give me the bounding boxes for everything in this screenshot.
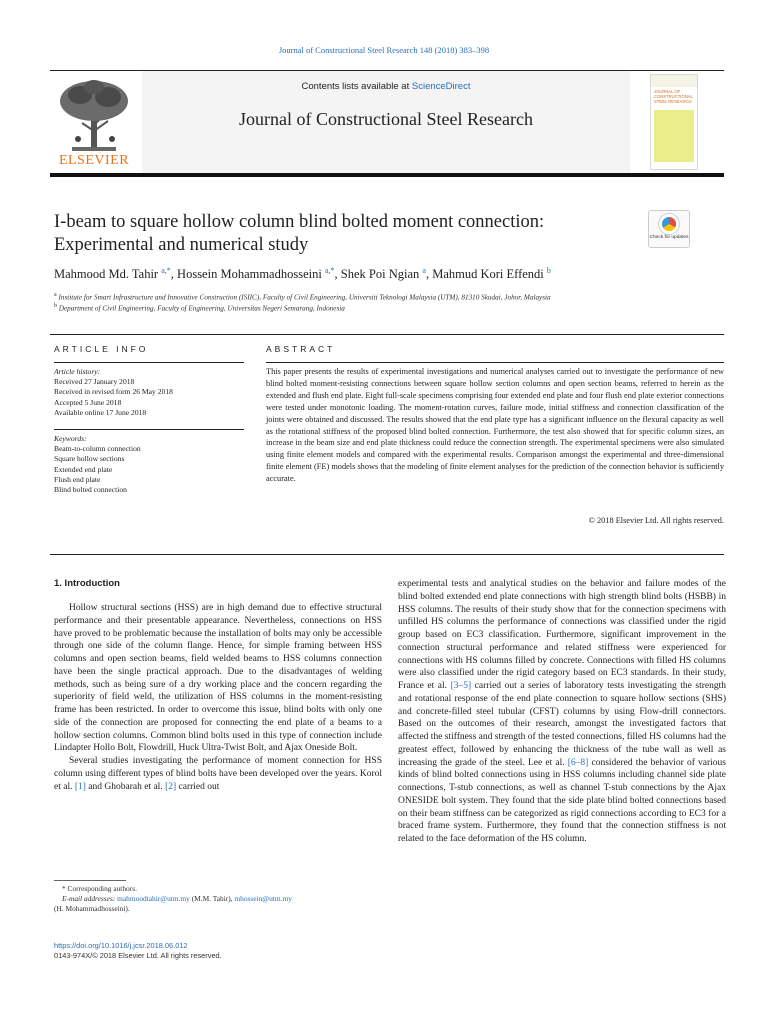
paragraph-text: considered the behavior of various kinds of blind bolted connections using in HSS columns including channel side plate connections, T-stub connections, as well as channel T-stub connections by the Ajax ONESIDE bolt system. They found that the side plate blind bolted connections based on their beam stiffness can be categorized as rigid connections according to EC3 for a braced frame system. Furthermore, they found that the connection stiffness is not related to the face deformation of the HS column. — [398, 757, 726, 844]
email-link[interactable]: mahmoodtahir@utm.my — [117, 894, 190, 903]
journal-header — [50, 70, 724, 174]
affiliation-a — [54, 292, 714, 301]
author-marker[interactable]: a — [422, 266, 426, 275]
footnote-email-owner: (H. Mohammadhosseini). — [54, 904, 130, 913]
body-column-right — [398, 578, 726, 846]
email-link[interactable]: mhossein@utm.my — [234, 894, 292, 903]
journal-title[interactable]: Journal of Constructional Steel Research — [239, 109, 533, 129]
sciencedirect-link[interactable]: ScienceDirect — [411, 81, 471, 92]
intro-paragraph-1: Hollow structural sections (HSS) are in high demand due to effective structural performance and their presentable appearance. Nevertheless, connections on HSS have proved to be problematic because the installation of bolts may only be accessible through one side of the column flange. Hence, for simple framing between HSS columns and open section beams, field welded beams to HSS columns connection have been the single practical approach. Due to the disadvantages of welding methods, such as being sure of a dry working place and the concern regarding the superiority of field weld, the utilization of HSS columns in the moment-resisting frame has been restricted. In order to overcome this issue, blind bolts with only one side of the connection are proposed for connecting the end plate of a beams to a hollow section columns. Common blind bolts used in this type of connection include Lindapter Hollo Bolt, Flowdrill, Huck Ultra-Twist Bolt, and Ajax Oneside Bolt. — [54, 603, 382, 754]
keyword-item: Extended end plate — [54, 464, 113, 474]
keywords-list — [54, 434, 244, 495]
elsevier-wordmark: ELSEVIER — [58, 153, 130, 168]
header-divider — [50, 173, 724, 177]
paragraph-text: experimental tests and analytical studies on the behavior and failure modes of the blind bolted extended end plate connections with high strength blind bolts (HSBB) in HSS columns. The results of their study show that for the connection specimens with unfilled HS columns the performance of connections was classified under the rigid group based on EC3 classification. Furthermore, significant improvement in the connection structural performance and related stiffness were experienced for connections with HS columns filled by concrete. Connections with filled HS columns were also classified under the rigid category based on EC3 standards. In their study, France et al. — [398, 579, 726, 691]
article-info-heading: ARTICLE INFO — [54, 344, 149, 354]
check-updates-label: Check for updates — [649, 235, 689, 240]
history-item: Received in revised form 26 May 2018 — [54, 387, 173, 397]
journal-cover[interactable] — [650, 74, 698, 170]
history-item: Received 27 January 2018 — [54, 377, 135, 387]
reference-link[interactable]: [3–5] — [450, 681, 472, 691]
author-marker[interactable]: a,* — [161, 266, 171, 275]
article-history — [54, 367, 244, 418]
reference-link[interactable]: [6–8] — [567, 757, 589, 768]
affiliation-b — [54, 303, 714, 312]
body-column-left — [54, 592, 382, 793]
history-label: Article history: — [54, 367, 101, 376]
cover-title: JOURNAL OF CONSTRUCTIONAL STEEL RESEARCH — [654, 89, 693, 104]
section-title-introduction: 1. Introduction — [54, 578, 120, 589]
affiliation-divider — [50, 334, 724, 335]
check-updates-icon — [659, 214, 679, 234]
abstract-copyright: © 2018 Elsevier Ltd. All rights reserved. — [588, 516, 724, 525]
email-owner: (M.M. Tahir), — [189, 894, 235, 903]
keyword-item: Flush end plate — [54, 474, 101, 484]
title-line-2: Experimental and numerical study — [54, 235, 309, 255]
journal-citation[interactable]: Journal of Constructional Steel Research 148 (2018) 383–398 — [278, 45, 490, 55]
keywords-label: Keywords: — [54, 434, 87, 443]
footnote-divider — [54, 880, 126, 881]
paragraph-text: and Ghobarah et al. — [85, 781, 166, 792]
abstract-text: This paper presents the results of experimental investigations and numerical analyses carried out to investigate the performance of new blind bolted moment-resisting connections between square hollow section columns and open section beams, referred to herein as the extended and flush end plate. Eight full-scale specimens comprising four extended end plate and four flush end plate exterior connections were tested under monotonic loading. The moment-rotation curves, failure mode, initial stiffness and connection classification of the joints were obtained and discussed. The results showed that the end plate type has a significant influence on the flexural capacity as well as the rotational stiffness of the proposed blind bolted connection. Furthermore, the test also showed that for specific column sizes, an increase in the beam size and end plate thickness could reduce the connection strength. The experimental specimens were also simulated using finite element models and compared with the experimental results. Comparison amongst the experimental and three-dimensional finite element (FE) models shows that the modeling of finite element analyses for the prediction of the connection behavior is sufficiently accurate. — [266, 367, 724, 484]
affiliation-mark: a — [54, 292, 57, 298]
tree-icon — [54, 77, 134, 155]
author-name[interactable]: Mahmood Md. Tahir — [54, 267, 159, 282]
author-name[interactable]: Shek Poi Ngian — [340, 267, 420, 282]
author-name[interactable]: Mahmud Kori Effendi — [432, 267, 544, 282]
reference-link[interactable]: [2] — [165, 781, 177, 792]
author-name[interactable]: Hossein Mohammadhosseini — [177, 267, 322, 282]
reference-link[interactable]: [1] — [74, 781, 86, 792]
affiliation-mark: b — [54, 303, 57, 309]
elsevier-logo — [54, 77, 134, 173]
paper-title — [54, 211, 624, 257]
history-item: Accepted 5 June 2018 — [54, 397, 122, 407]
intro-paragraph-continued — [398, 578, 726, 846]
author-marker[interactable]: b — [546, 266, 551, 275]
affiliation-text: Institute for Smart Infrastructure and Innovative Construction (ISIIC), Faculty of Civil Engineering, Universiti Teknologi Malaysia (UTM), 81310 Skudai, Johor, Malaysia — [58, 293, 551, 302]
abstract-heading: ABSTRACT — [266, 344, 336, 354]
info-divider — [54, 362, 244, 363]
keywords-divider — [54, 429, 244, 430]
paragraph-text: Several studies investigating the performance of moment connection for HSS column using different types of blind bolts have been developed over the years. Korol et al. — [54, 756, 382, 792]
intro-paragraph-2 — [54, 755, 382, 793]
footnote-emails — [54, 894, 384, 904]
paragraph-text: carried out — [176, 781, 220, 792]
contents-line — [142, 81, 630, 92]
header-center — [142, 71, 630, 173]
contents-prefix: Contents lists available at — [301, 81, 412, 92]
history-item: Available online 17 June 2018 — [54, 407, 147, 417]
doi-link[interactable]: https://doi.org/10.1016/j.jcsr.2018.06.012 — [54, 941, 188, 950]
author-list: Mahmood Md. Tahir $^{a,*}$, Hossein Mohammadhosseini $^{a,*}$, Shek Poi Ngian $^a$, Mahmud Kori Effendi $^b$ — [54, 266, 551, 282]
paragraph-text: carried out a series of laboratory tests investigating the strength and rotational response of the end plate connection to square hollow sections (SHS) and concrete-filled steel tubular (CFST) columns by using Flow-drill connectors. Based on the outcomes of their research, amongst the investigated factors that affected the stiffness and strength of the tested connections, filled HS columns had the greatest effect, followed by enhancing the thickness of the tube wall as well as increasing the grade of the steel. Lee et al. — [398, 681, 727, 768]
keyword-item: Beam-to-column connection — [54, 444, 141, 454]
affiliation-text: Department of Civil Engineering, Faculty of Engineering, Universitas Negeri Semarang, Indonesia — [58, 304, 345, 313]
body-divider — [50, 554, 724, 555]
author-marker[interactable]: a,* — [324, 266, 335, 275]
check-for-updates-button[interactable] — [648, 210, 690, 248]
footnote-corresponding: * Corresponding authors. — [62, 884, 137, 893]
title-line-1: I-beam to square hollow column blind bolted moment connection: — [54, 212, 545, 232]
keyword-item: Blind bolted connection — [54, 485, 127, 495]
abstract-divider — [266, 362, 724, 363]
email-label: E-mail addresses: — [62, 894, 118, 903]
keyword-item: Square hollow sections — [54, 454, 125, 464]
issn-line: 0143-974X/© 2018 Elsevier Ltd. All rights reserved. — [54, 951, 222, 960]
